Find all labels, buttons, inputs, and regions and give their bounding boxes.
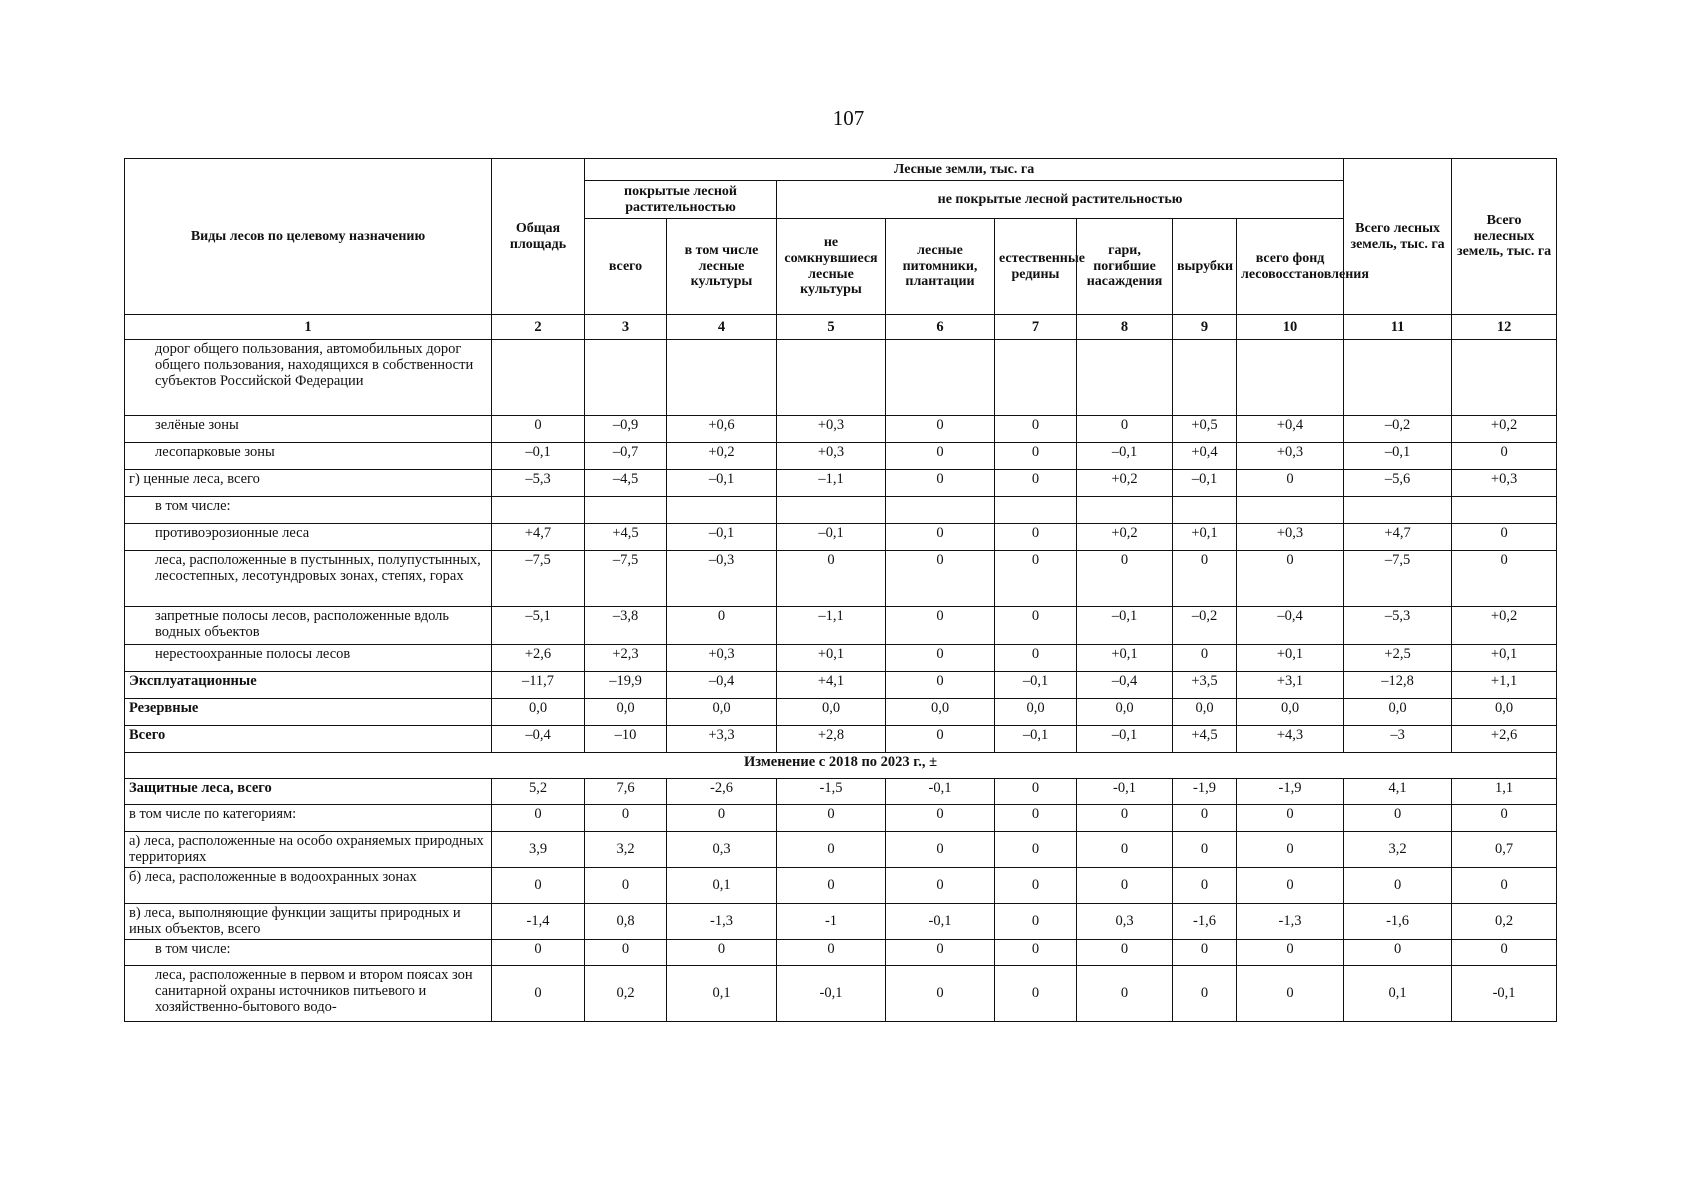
value-cell: 0	[492, 966, 585, 1022]
value-cell	[995, 497, 1077, 524]
row-label: леса, расположенные в пустынных, полупустынных, лесостепных, лесотундровых зонах, степях, горах	[125, 551, 492, 607]
value-cell	[585, 340, 667, 416]
value-cell: +4,5	[585, 524, 667, 551]
value-cell: 0	[1173, 868, 1237, 904]
value-cell: 0	[1173, 645, 1237, 672]
column-number: 5	[777, 315, 886, 340]
value-cell: 0,2	[585, 966, 667, 1022]
value-cell: –5,1	[492, 607, 585, 645]
value-cell: +0,3	[1237, 524, 1344, 551]
row-label: б) леса, расположенные в водоохранных зонах	[125, 868, 492, 904]
value-cell: –0,1	[1077, 443, 1173, 470]
table-row	[125, 779, 1557, 805]
column-number: 2	[492, 315, 585, 340]
value-cell: -1,5	[777, 779, 886, 805]
value-cell: 0	[995, 551, 1077, 607]
value-cell: +2,6	[1452, 726, 1557, 753]
value-cell: 0,3	[1077, 904, 1173, 940]
table-row	[125, 340, 1557, 416]
table-row	[125, 805, 1557, 832]
value-cell: 0	[995, 779, 1077, 805]
value-cell: –0,1	[777, 524, 886, 551]
column-number: 3	[585, 315, 667, 340]
value-cell: 0,1	[1344, 966, 1452, 1022]
row-label: г) ценные леса, всего	[125, 470, 492, 497]
value-cell	[492, 497, 585, 524]
value-cell	[995, 340, 1077, 416]
value-cell: 1,1	[1452, 779, 1557, 805]
value-cell: 0	[585, 940, 667, 966]
value-cell: 0	[1077, 940, 1173, 966]
section-row	[125, 753, 1557, 779]
value-cell: 0	[1077, 551, 1173, 607]
value-cell: 0,2	[1452, 904, 1557, 940]
value-cell: -0,1	[1452, 966, 1557, 1022]
value-cell: +0,6	[667, 416, 777, 443]
value-cell: –5,3	[492, 470, 585, 497]
value-cell	[1344, 497, 1452, 524]
value-cell: +3,3	[667, 726, 777, 753]
table-row	[125, 443, 1557, 470]
header-unclosed-cultures: не сомкнувшиеся лесные культуры	[777, 219, 886, 315]
value-cell: +0,3	[1452, 470, 1557, 497]
value-cell: 0,3	[667, 832, 777, 868]
row-label: Всего	[125, 726, 492, 753]
value-cell: –12,8	[1344, 672, 1452, 699]
value-cell: 0	[667, 940, 777, 966]
value-cell: 0	[886, 443, 995, 470]
value-cell: –3,8	[585, 607, 667, 645]
value-cell: –0,3	[667, 551, 777, 607]
value-cell: 0	[1237, 868, 1344, 904]
value-cell: 0	[886, 416, 995, 443]
value-cell: -0,1	[1077, 779, 1173, 805]
value-cell: +4,7	[492, 524, 585, 551]
row-label: запретные полосы лесов, расположенные вдоль водных объектов	[125, 607, 492, 645]
value-cell: 0,0	[667, 699, 777, 726]
value-cell: 0	[995, 868, 1077, 904]
value-cell: 0	[1077, 868, 1173, 904]
value-cell: 0	[1077, 416, 1173, 443]
value-cell: –1,1	[777, 607, 886, 645]
value-cell: –7,5	[585, 551, 667, 607]
value-cell: -1,3	[1237, 904, 1344, 940]
value-cell: 0	[1173, 940, 1237, 966]
table-row	[125, 726, 1557, 753]
table-row	[125, 470, 1557, 497]
value-cell: 7,6	[585, 779, 667, 805]
table-row	[125, 940, 1557, 966]
value-cell: –0,1	[995, 726, 1077, 753]
value-cell: -0,1	[777, 966, 886, 1022]
row-label: в том числе по категориям:	[125, 805, 492, 832]
value-cell: 0,8	[585, 904, 667, 940]
column-number: 7	[995, 315, 1077, 340]
value-cell: 0,0	[1452, 699, 1557, 726]
value-cell: +3,5	[1173, 672, 1237, 699]
value-cell: 0	[777, 832, 886, 868]
value-cell: +4,1	[777, 672, 886, 699]
value-cell: 0	[886, 551, 995, 607]
value-cell: +4,5	[1173, 726, 1237, 753]
value-cell	[1344, 340, 1452, 416]
value-cell: 0	[886, 832, 995, 868]
value-cell: 0	[995, 805, 1077, 832]
row-label: нерестоохранные полосы лесов	[125, 645, 492, 672]
value-cell: 0	[777, 940, 886, 966]
value-cell: 0	[585, 868, 667, 904]
value-cell	[1077, 340, 1173, 416]
row-label: дорог общего пользования, автомобильных дорог общего пользования, находящихся в собственности субъектов Российской Федерации	[125, 340, 492, 416]
value-cell: 0	[1452, 551, 1557, 607]
value-cell: 0,0	[1077, 699, 1173, 726]
column-number: 4	[667, 315, 777, 340]
value-cell: 0	[1344, 868, 1452, 904]
value-cell: +2,6	[492, 645, 585, 672]
header-covered: покрытые лесной растительностью	[585, 181, 777, 219]
value-cell: 0,7	[1452, 832, 1557, 868]
value-cell: 0	[995, 966, 1077, 1022]
column-number: 8	[1077, 315, 1173, 340]
value-cell	[1077, 497, 1173, 524]
value-cell: 0,0	[777, 699, 886, 726]
table-row	[125, 966, 1557, 1022]
table-row	[125, 832, 1557, 868]
value-cell: 0,0	[995, 699, 1077, 726]
value-cell: +0,4	[1237, 416, 1344, 443]
row-label: Резервные	[125, 699, 492, 726]
header-covered-total: всего	[585, 219, 667, 315]
column-number: 6	[886, 315, 995, 340]
value-cell: 0,0	[1237, 699, 1344, 726]
value-cell: –0,2	[1173, 607, 1237, 645]
value-cell: +0,3	[1237, 443, 1344, 470]
value-cell	[1452, 340, 1557, 416]
value-cell: +0,3	[777, 443, 886, 470]
value-cell: 0	[1077, 805, 1173, 832]
table-row	[125, 497, 1557, 524]
value-cell: 0	[1237, 470, 1344, 497]
value-cell: 0	[492, 940, 585, 966]
value-cell: 0	[995, 904, 1077, 940]
value-cell: 0	[1237, 832, 1344, 868]
value-cell: -1,9	[1173, 779, 1237, 805]
table-row	[125, 416, 1557, 443]
value-cell: 5,2	[492, 779, 585, 805]
value-cell: 0,0	[1344, 699, 1452, 726]
value-cell: +0,2	[1452, 607, 1557, 645]
value-cell: –5,6	[1344, 470, 1452, 497]
value-cell: 0	[1344, 940, 1452, 966]
value-cell: +2,3	[585, 645, 667, 672]
value-cell: 0	[995, 416, 1077, 443]
value-cell: +4,7	[1344, 524, 1452, 551]
value-cell: 0	[995, 645, 1077, 672]
value-cell: +1,1	[1452, 672, 1557, 699]
column-number: 10	[1237, 315, 1344, 340]
value-cell: -2,6	[667, 779, 777, 805]
value-cell	[1173, 340, 1237, 416]
value-cell: +0,2	[1452, 416, 1557, 443]
table-row	[125, 672, 1557, 699]
value-cell: 0	[995, 443, 1077, 470]
value-cell: 0	[886, 524, 995, 551]
value-cell: -0,1	[886, 779, 995, 805]
value-cell: +3,1	[1237, 672, 1344, 699]
header-burnt: гари, погибшие насаждения	[1077, 219, 1173, 315]
value-cell: –0,4	[1237, 607, 1344, 645]
value-cell: -0,1	[886, 904, 995, 940]
value-cell: +0,5	[1173, 416, 1237, 443]
value-cell: 0	[995, 940, 1077, 966]
value-cell: -1,4	[492, 904, 585, 940]
row-label: Защитные леса, всего	[125, 779, 492, 805]
value-cell: –11,7	[492, 672, 585, 699]
value-cell: –10	[585, 726, 667, 753]
row-label: в том числе:	[125, 940, 492, 966]
value-cell: +0,1	[1452, 645, 1557, 672]
column-number: 1	[125, 315, 492, 340]
column-numbers-row	[125, 315, 1557, 340]
value-cell: –7,5	[1344, 551, 1452, 607]
value-cell: –0,1	[1344, 443, 1452, 470]
section-title: Изменение с 2018 по 2023 г., ±	[125, 753, 1557, 779]
value-cell: 0,0	[1173, 699, 1237, 726]
value-cell: –0,1	[667, 470, 777, 497]
value-cell: 3,2	[1344, 832, 1452, 868]
value-cell: –0,1	[995, 672, 1077, 699]
value-cell: –19,9	[585, 672, 667, 699]
table-body	[125, 340, 1557, 1022]
table-row	[125, 607, 1557, 645]
value-cell: –0,4	[492, 726, 585, 753]
table-row	[125, 699, 1557, 726]
header-nurseries: лесные питомники, плантации	[886, 219, 995, 315]
value-cell: 0	[1344, 805, 1452, 832]
row-label: лесопарковые зоны	[125, 443, 492, 470]
value-cell: 0	[886, 726, 995, 753]
value-cell: 0	[995, 470, 1077, 497]
value-cell: -1,6	[1344, 904, 1452, 940]
value-cell: 0	[1237, 966, 1344, 1022]
value-cell: 0	[886, 470, 995, 497]
header-total-nonforest-lands: Всего нелесных земель, тыс. га	[1452, 159, 1557, 315]
value-cell: 4,1	[1344, 779, 1452, 805]
value-cell: 0	[1173, 832, 1237, 868]
value-cell	[1452, 497, 1557, 524]
value-cell: –5,3	[1344, 607, 1452, 645]
header-natural-sparse: естественные редины	[995, 219, 1077, 315]
value-cell: 0,1	[667, 966, 777, 1022]
value-cell: 0	[886, 868, 995, 904]
value-cell: –0,1	[667, 524, 777, 551]
value-cell: 0	[1173, 551, 1237, 607]
header-not-covered: не покрытые лесной растительностью	[777, 181, 1344, 219]
value-cell: 0	[1173, 966, 1237, 1022]
header-covered-cultures: в том числе лесные культуры	[667, 219, 777, 315]
header-cuttings: вырубки	[1173, 219, 1237, 315]
value-cell: 0	[995, 832, 1077, 868]
row-label: а) леса, расположенные на особо охраняемых природных территориях	[125, 832, 492, 868]
table-row	[125, 645, 1557, 672]
header-forest-types: Виды лесов по целевому назначению	[125, 159, 492, 315]
value-cell	[667, 340, 777, 416]
table-row	[125, 524, 1557, 551]
value-cell: 0	[886, 966, 995, 1022]
column-number: 9	[1173, 315, 1237, 340]
header-total-forest-lands: Всего лесных земель, тыс. га	[1344, 159, 1452, 315]
value-cell: 0	[777, 868, 886, 904]
value-cell: –0,4	[1077, 672, 1173, 699]
forest-land-table	[124, 158, 1557, 1022]
value-cell: 3,9	[492, 832, 585, 868]
value-cell: –0,1	[1173, 470, 1237, 497]
row-label: зелёные зоны	[125, 416, 492, 443]
value-cell: 0	[886, 672, 995, 699]
value-cell: 0	[1077, 966, 1173, 1022]
value-cell	[492, 340, 585, 416]
value-cell: 0	[667, 805, 777, 832]
value-cell	[777, 497, 886, 524]
value-cell: +0,3	[777, 416, 886, 443]
value-cell: 3,2	[585, 832, 667, 868]
value-cell: +2,8	[777, 726, 886, 753]
header-total-area: Общая площадь	[492, 159, 585, 315]
value-cell	[667, 497, 777, 524]
value-cell: +4,3	[1237, 726, 1344, 753]
value-cell: 0	[1077, 832, 1173, 868]
value-cell: 0	[1173, 805, 1237, 832]
value-cell: +0,1	[1237, 645, 1344, 672]
row-label: леса, расположенные в первом и втором поясах зон санитарной охраны источников питьевого и хозяйственно-бытового водо-	[125, 966, 492, 1022]
row-label: Эксплуатационные	[125, 672, 492, 699]
table-row	[125, 868, 1557, 904]
value-cell: +0,1	[1077, 645, 1173, 672]
value-cell: -1	[777, 904, 886, 940]
value-cell: -1,6	[1173, 904, 1237, 940]
value-cell: 0	[1452, 940, 1557, 966]
value-cell: –0,1	[1077, 726, 1173, 753]
value-cell: +2,5	[1344, 645, 1452, 672]
value-cell	[1173, 497, 1237, 524]
value-cell: 0	[492, 805, 585, 832]
value-cell: +0,1	[1173, 524, 1237, 551]
value-cell: 0	[886, 940, 995, 966]
value-cell: –1,1	[777, 470, 886, 497]
value-cell: 0	[777, 551, 886, 607]
value-cell: –0,7	[585, 443, 667, 470]
value-cell: 0	[886, 607, 995, 645]
value-cell	[1237, 340, 1344, 416]
value-cell: 0	[886, 645, 995, 672]
value-cell: 0	[492, 868, 585, 904]
value-cell: 0	[1452, 443, 1557, 470]
page-number: 107	[832, 106, 865, 130]
table-row	[125, 551, 1557, 607]
value-cell: –0,1	[1077, 607, 1173, 645]
row-label: противоэрозионные леса	[125, 524, 492, 551]
value-cell	[1237, 497, 1344, 524]
value-cell: –0,2	[1344, 416, 1452, 443]
value-cell: -1,3	[667, 904, 777, 940]
row-label: в том числе:	[125, 497, 492, 524]
value-cell: 0	[995, 607, 1077, 645]
value-cell: 0	[886, 805, 995, 832]
value-cell: –0,9	[585, 416, 667, 443]
value-cell: +0,4	[1173, 443, 1237, 470]
value-cell: –7,5	[492, 551, 585, 607]
value-cell: 0	[1452, 805, 1557, 832]
value-cell: 0,0	[492, 699, 585, 726]
value-cell: –0,1	[492, 443, 585, 470]
value-cell: –3	[1344, 726, 1452, 753]
header-reforestation-fund: всего фонд лесовосстановления	[1237, 219, 1344, 315]
value-cell: +0,1	[777, 645, 886, 672]
value-cell: 0	[1452, 868, 1557, 904]
value-cell: 0	[585, 805, 667, 832]
value-cell: +0,3	[667, 645, 777, 672]
value-cell: 0	[1237, 551, 1344, 607]
value-cell: -1,9	[1237, 779, 1344, 805]
value-cell: +0,2	[1077, 524, 1173, 551]
value-cell: 0	[777, 805, 886, 832]
value-cell: 0,0	[585, 699, 667, 726]
value-cell: –4,5	[585, 470, 667, 497]
value-cell: 0	[1452, 524, 1557, 551]
value-cell	[585, 497, 667, 524]
value-cell: 0	[492, 416, 585, 443]
value-cell: 0	[1237, 805, 1344, 832]
value-cell: 0	[995, 524, 1077, 551]
value-cell: 0	[667, 607, 777, 645]
header-forest-lands: Лесные земли, тыс. га	[585, 159, 1344, 181]
value-cell: +0,2	[667, 443, 777, 470]
value-cell: 0,1	[667, 868, 777, 904]
value-cell	[886, 340, 995, 416]
row-label: в) леса, выполняющие функции защиты природных и иных объектов, всего	[125, 904, 492, 940]
table-row	[125, 904, 1557, 940]
value-cell	[777, 340, 886, 416]
value-cell: +0,2	[1077, 470, 1173, 497]
column-number: 11	[1344, 315, 1452, 340]
table-header	[125, 159, 1557, 340]
value-cell: 0,0	[886, 699, 995, 726]
value-cell	[886, 497, 995, 524]
value-cell: –0,4	[667, 672, 777, 699]
column-number: 12	[1452, 315, 1557, 340]
value-cell: 0	[1237, 940, 1344, 966]
